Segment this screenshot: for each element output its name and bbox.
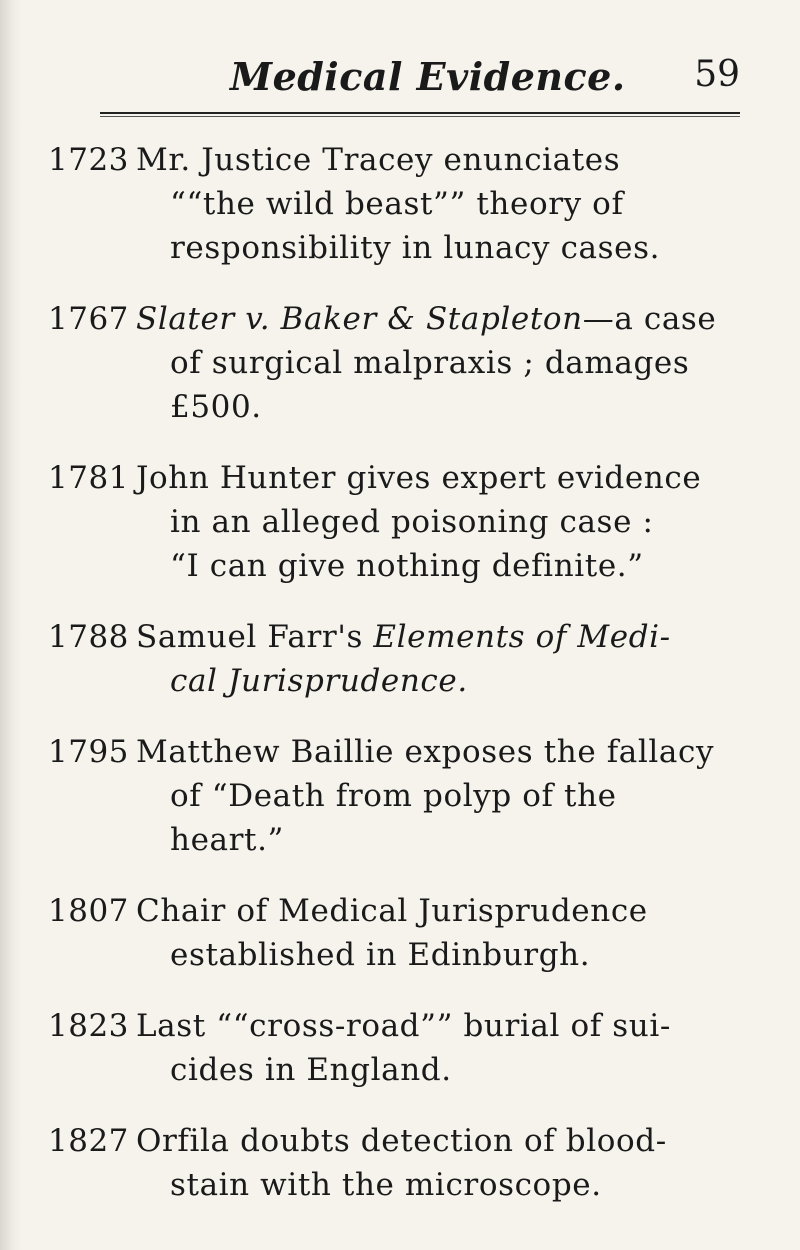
chronology-entry-1788 [48,615,748,703]
header-rule [100,112,740,114]
entry-line: Orfila doubts detection of blood- [136,1123,667,1159]
entry-line: “I can give nothing definite.” [170,548,644,584]
page-header [230,48,740,108]
entry-year: 1723 [48,142,129,178]
chronology-entry-1823 [48,1004,748,1092]
page-gutter-shadow [0,0,22,1250]
chronology-entry-1795 [48,730,748,862]
entry-line: established in Edinburgh. [170,937,591,973]
entry-year: 1827 [48,1123,129,1159]
case-name: Slater v. Baker & Stapleton [136,301,583,337]
entry-line: Matthew Baillie exposes the fallacy [136,734,715,770]
entry-year: 1795 [48,734,129,770]
entry-line: responsibility in lunacy cases. [170,230,661,266]
page-number: 59 [694,54,740,95]
entry-line: John Hunter gives expert evidence [136,460,702,496]
entry-line [136,615,748,659]
chronology-list [48,138,748,1234]
entry-line: cides in England. [170,1052,452,1088]
running-title: Medical Evidence. [230,54,626,99]
entry-line: Last ““cross-road”” burial of sui- [136,1008,671,1044]
header-rule-thin [100,116,740,117]
chronology-entry-1807 [48,889,748,977]
chronology-entry-1723 [48,138,748,270]
entry-line: of surgical malpraxis ; damages [170,345,690,381]
entry-year: 1823 [48,1008,129,1044]
entry-line: of “Death from polyp of the [170,778,617,814]
entry-line: Mr. Justice Tracey enunciates [136,142,621,178]
entry-line: ““the wild beast”” theory of [170,186,624,222]
entry-year: 1781 [48,460,129,496]
entry-line-head: Samuel Farr's [136,619,363,655]
entry-line: stain with the microscope. [170,1167,602,1203]
entry-line: Chair of Medical Jurisprudence [136,893,648,929]
entry-year: 1788 [48,619,129,655]
entry-line [136,297,748,341]
book-title-continued: cal Jurisprudence. [170,663,468,699]
entry-line: £500. [170,389,262,425]
entry-line-tail: —a case [582,301,717,337]
chronology-entry-1767 [48,297,748,429]
entry-year: 1807 [48,893,129,929]
entry-line: heart.” [170,822,284,858]
entry-line: in an alleged poisoning case : [170,504,654,540]
chronology-entry-1827 [48,1119,748,1207]
chronology-entry-1781 [48,456,748,588]
book-title: Elements of Medi- [373,619,671,655]
entry-year: 1767 [48,301,129,337]
